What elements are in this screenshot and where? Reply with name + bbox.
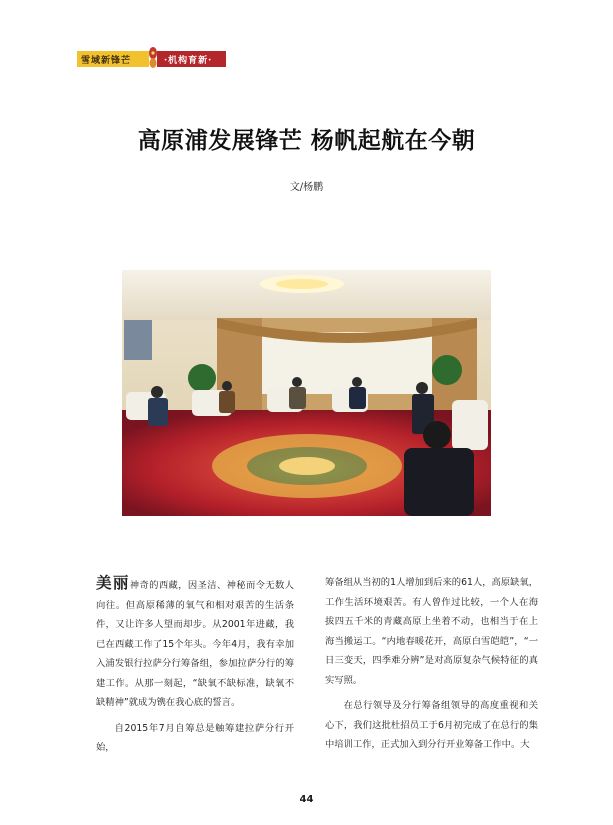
article-column-right: [325, 573, 538, 755]
emblem-icon: [147, 45, 159, 71]
meeting-photo: [122, 270, 491, 516]
page-number: 44: [299, 794, 314, 805]
left-paragraph-1-text: 神奇的西藏，因圣洁、神秘而令无数人向往。但高原稀薄的氧气和相对艰苦的生活条件，又让许多人望而却步。从2001年进藏，我已在西藏工作了15个年头。今年4月，我有幸加入浦发银行拉萨分行筹备组，参加拉萨分行的筹建工作。从那一刻起，“缺氧不缺标准，缺氧不缺精神”就成为镌在我心底的誓言。: [96, 580, 294, 708]
article-byline: 文/杨鹏: [289, 182, 324, 193]
article-title: 高原浦发展锋芒 杨帆起航在今朝: [137, 127, 476, 154]
section-header-left-label: 雪域新锋芒: [81, 56, 132, 66]
right-paragraph-2: 在总行领导及分行筹备组领导的高度重视和关心下，我们这批杜招员工于6月初完成了在总行的集中培训工作，正式加入到分行开业筹备工作中。大: [325, 700, 538, 750]
section-header-right-label: ·机构育新·: [164, 56, 213, 66]
section-header: [77, 51, 226, 67]
article-column-left: [96, 573, 294, 758]
left-paragraph-1: [96, 573, 294, 713]
drop-cap: 美丽: [96, 573, 130, 592]
right-paragraph-1: 筹备组从当初的1人增加到后来的61人，高原缺氧，工作生活环境艰苦。有人曾作过比较，一个人在海拔四五千米的青藏高原上坐着不动，也相当于在上海当搬运工。“内地春暖花开，高原白雪皑皑”，“一日三变天，四季难分辨”是对高原复杂气候特征的真实写照。: [325, 577, 538, 686]
left-paragraph-2: 自2015年7月自筹总是触筹建拉萨分行开始，: [96, 722, 294, 753]
